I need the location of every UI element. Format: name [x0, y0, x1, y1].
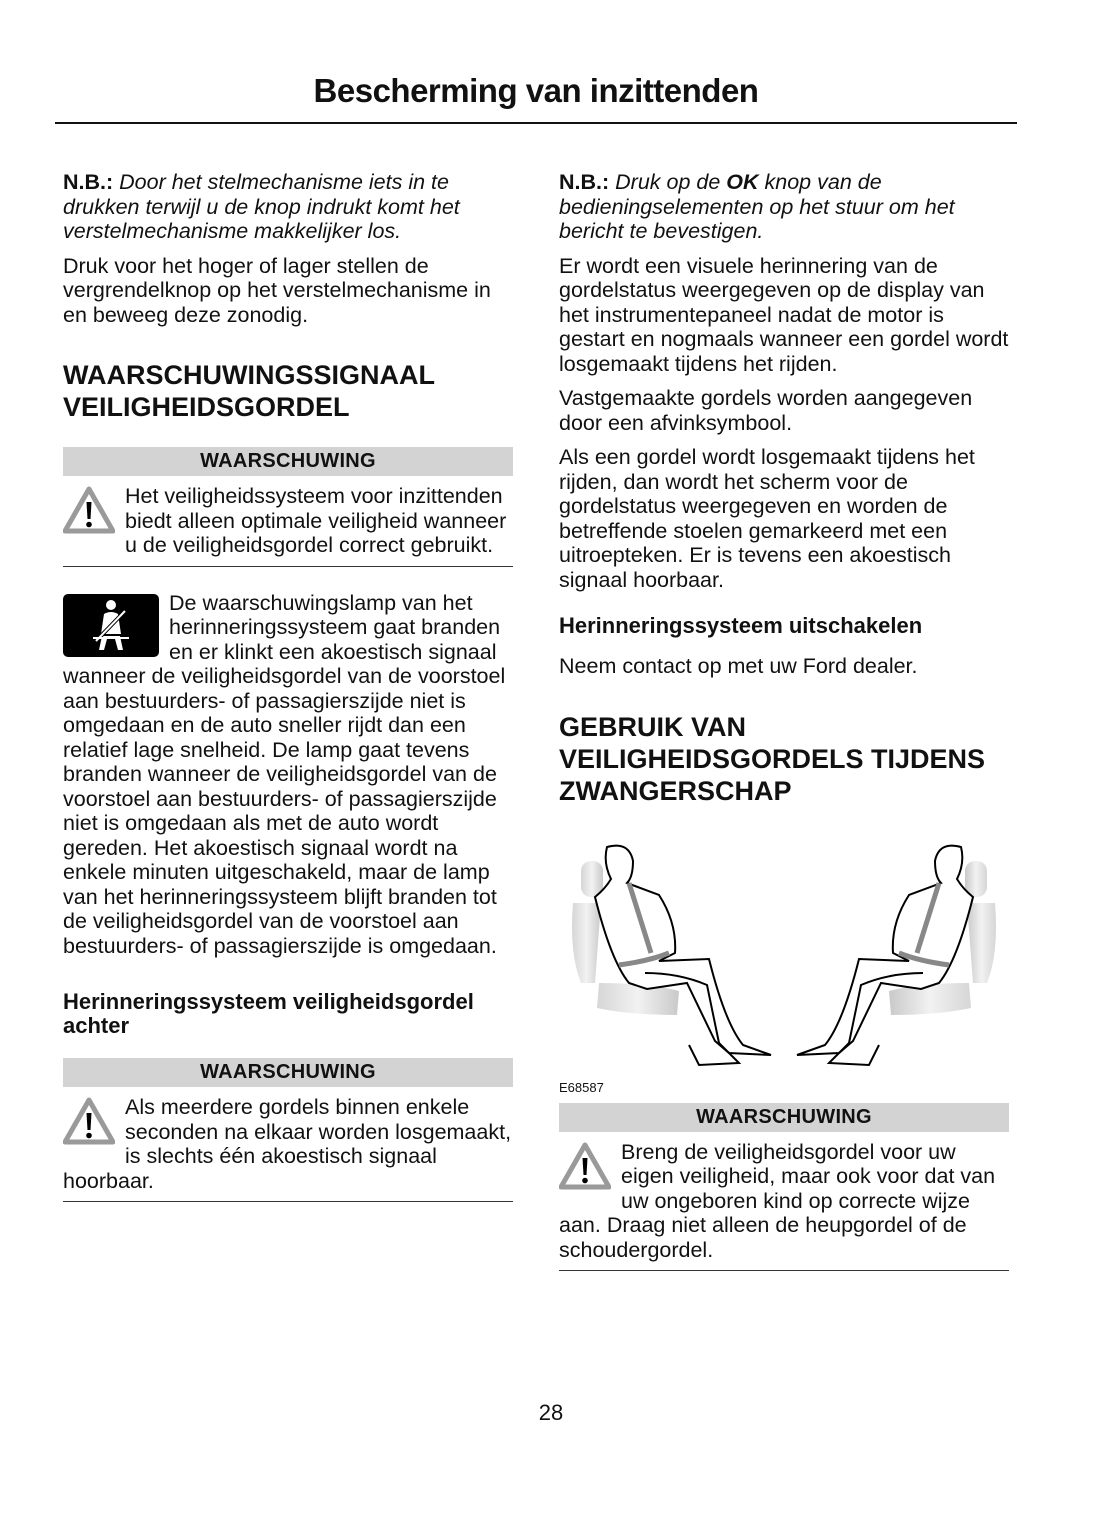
warning-triangle-icon [63, 1097, 115, 1145]
paragraph: Druk voor het hoger of lager stellen de vergrendelknop op het verstelmechanisme in en beweeg deze zonodig. [63, 253, 491, 327]
left-column [63, 170, 513, 1202]
warning-box [63, 476, 513, 567]
warning-box [63, 1087, 513, 1202]
warning-header: WAARSCHUWING [559, 1103, 1009, 1132]
paragraph: Vastgemaakte gordels worden aangegeven door een afvinksymbool. [559, 386, 973, 435]
figure-label: E68587 [559, 1079, 604, 1095]
warning-divider [63, 566, 513, 567]
subsection-heading: Herinneringssysteem veiligheidsgordel achter [63, 989, 474, 1038]
warning-text: Het veiligheidssysteem voor inzittenden biedt alleen optimale veiligheid wanneer u de veiligheidsgordel correct gebruikt. [125, 484, 507, 557]
lamp-text: De waarschuwingslamp van het herinneringssysteem gaat branden en er klinkt een akoestisch signaal wanneer de veiligheidsgordel van de voorstoel aan bestuurders- of passagierszijde niet is omgedaan en de auto sneller rijdt dan een relatief lage snelheid. De lamp gaat tevens branden wanneer de veiligheidsgordel van de voorstoel aan bestuurders- of passagierszijde niet is omgedaan als met de auto wordt gereden. Het akoestisch signaal wordt na enkele minuten uitgeschakeld, maar de lamp van het herinneringssysteem blijft branden tot de veiligheidsgordel van de voorstoel aan bestuurders- of passagierszijde is omgedaan. [63, 590, 506, 958]
note: N.B.: Druk op de OK knop van de bedieningselementen op het stuur om het bericht te bevestigen. [559, 170, 955, 243]
seatbelt-warning-lamp-icon [63, 594, 159, 657]
warning-text: Als meerdere gordels binnen enkele seconden na elkaar worden losgemaakt, is slechts één akoestisch signaal hoorbaar. [63, 1095, 512, 1193]
note: N.B.: Door het stelmechanisme iets in te drukken terwijl u de knop indrukt komt het verstelmechanisme makkelijker los. [63, 170, 460, 243]
page-number: 28 [538, 1400, 564, 1425]
warning-header: WAARSCHUWING [63, 1058, 513, 1087]
lamp-paragraph [63, 591, 513, 959]
pregnant-seated-seatbelt-illustration [559, 833, 1009, 1095]
section-heading: WAARSCHUWINGSSIGNAAL VEILIGHEIDSGORDEL [63, 360, 435, 422]
paragraph: Er wordt een visuele herinnering van de gordelstatus weergegeven op de display van het instrumentepaneel nadat de motor is gestart en nogmaals wanneer een gordel wordt losgemaakt tijdens het rijden. [559, 253, 1009, 376]
warning-box [559, 1132, 1009, 1272]
warning-triangle-icon [559, 1142, 611, 1190]
warning-divider [559, 1270, 1009, 1271]
warning-triangle-icon [63, 486, 115, 534]
right-column [559, 170, 1009, 1271]
warning-text: Breng de veiligheidsgordel voor uw eigen veiligheid, maar ook voor dat van uw ongeboren kind op correcte wijze aan. Draag niet alleen de heupgordel of de schoudergordel. [559, 1139, 996, 1262]
section-heading: GEBRUIK VAN VEILIGHEIDSGORDELS TIJDENS ZWANGERSCHAP [559, 711, 986, 806]
header-divider [55, 122, 1017, 124]
warning-divider [63, 1201, 513, 1202]
warning-header: WAARSCHUWING [63, 447, 513, 476]
subsection-heading: Herinneringssysteem uitschakelen [559, 613, 923, 638]
page-title: Bescherming van inzittenden [313, 72, 759, 109]
paragraph: Neem contact op met uw Ford dealer. [559, 654, 918, 678]
paragraph: Als een gordel wordt losgemaakt tijdens het rijden, dan wordt het scherm voor de gordelstatus weergegeven en worden de betreffende stoelen gemarkeerd met een uitroepteken. Er is tevens een akoestisch signaal hoorbaar. [559, 445, 975, 592]
